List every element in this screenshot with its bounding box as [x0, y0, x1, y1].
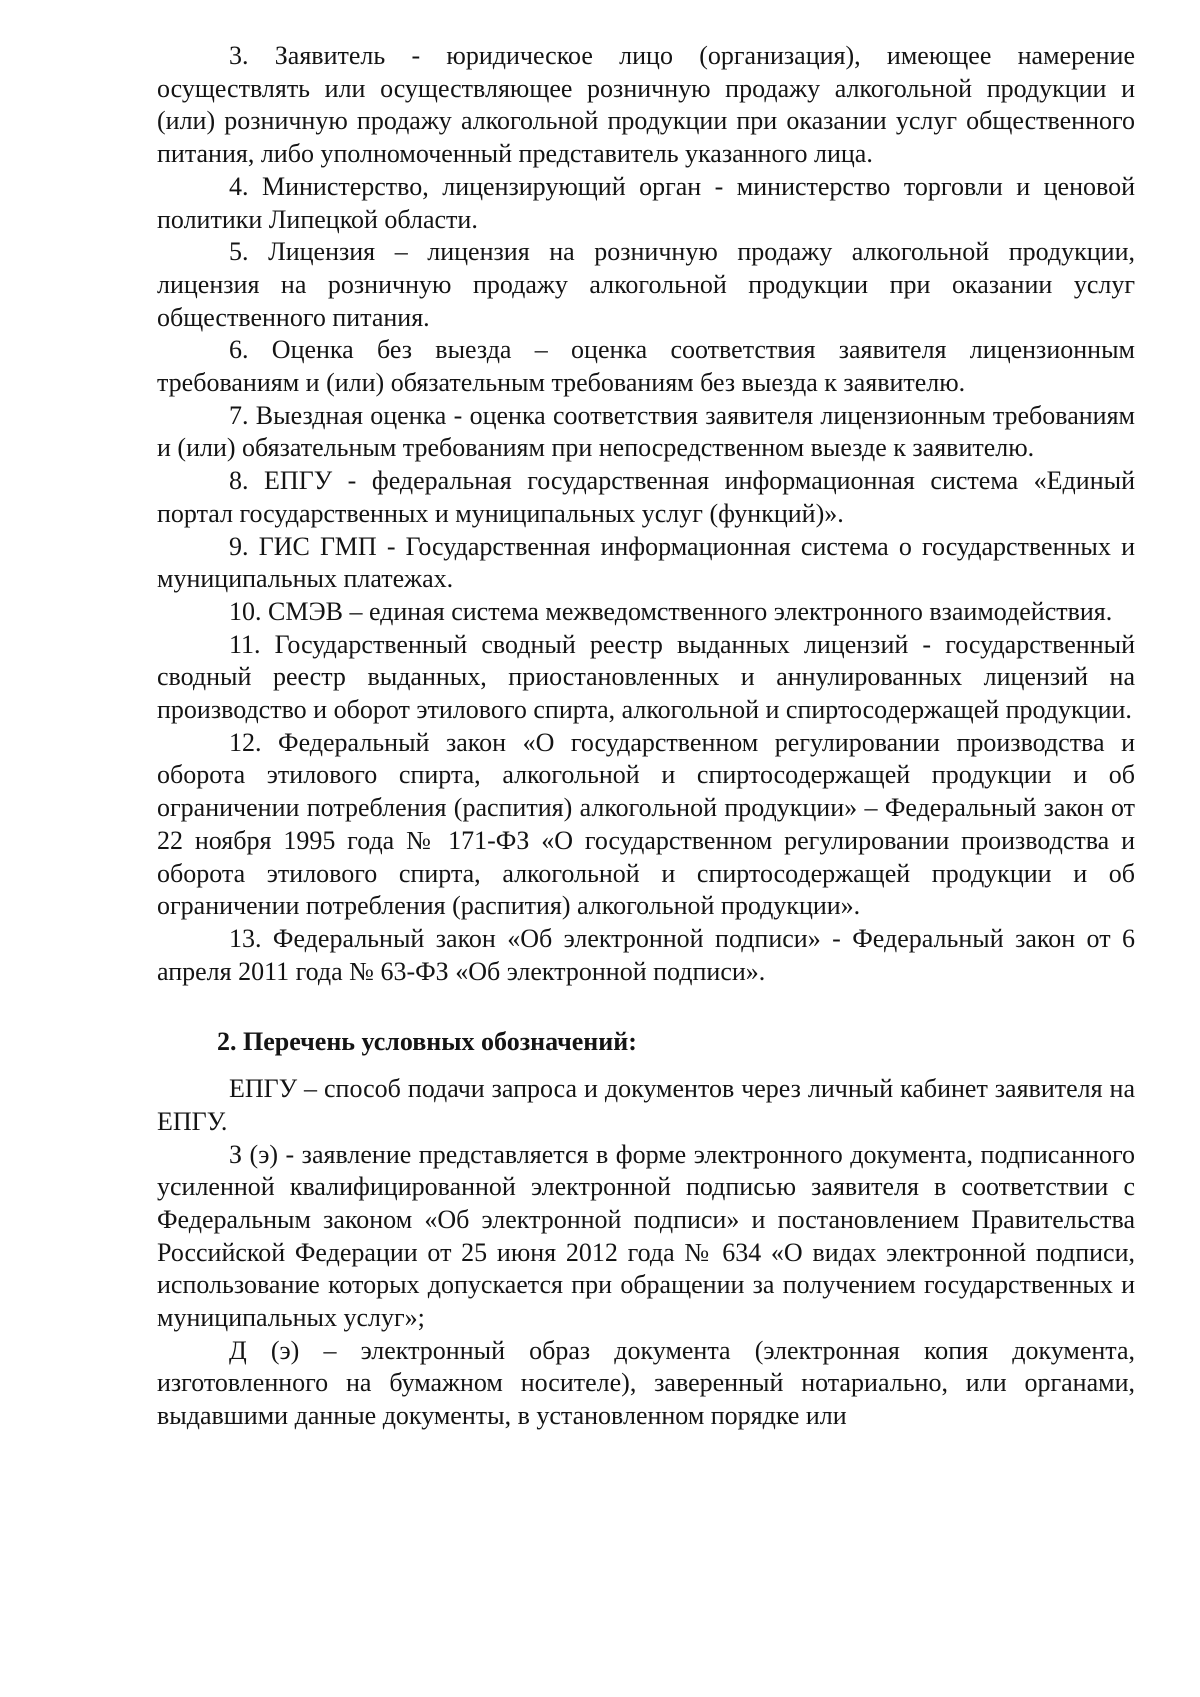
notation-epgu: ЕПГУ – способ подачи запроса и документов через личный кабинет заявителя на ЕПГУ.	[157, 1074, 1135, 1136]
definition-9: 9. ГИС ГМП - Государственная информационная система о государственных и муниципальных платежах.	[157, 531, 1135, 594]
definition-5: 5. Лицензия – лицензия на розничную продажу алкогольной продукции, лицензия на розничную продажу алкогольной продукции при оказании услуг общественного питания.	[157, 237, 1135, 332]
definition-13: 13. Федеральный закон «Об электронной подписи» - Федеральный закон от 6 апреля 2011 года № 63-ФЗ «Об электронной подписи».	[157, 923, 1135, 986]
section-heading: 2. Перечень условных обозначений:	[217, 1027, 637, 1057]
document-body	[157, 40, 1135, 1433]
notation-d-e: Д (э) – электронный образ документа (электронная копия документа, изготовленного на бумажном носителе), заверенный нотариально, или органами, выдавшими данные документы, в установленном порядке или	[157, 1335, 1135, 1431]
notation-z-e: З (э) - заявление представляется в форме электронного документа, подписанного усиленной квалифицированной электронной подписью заявителя в соответствии с Федеральным законом «Об электронной подписи» и постановлением Правительства Российской Федерации от 25 июня 2012 года № 634 «О видах электронной подписи, использование которых допускается при обращении за получением государственных и муниципальных услуг»;	[157, 1139, 1135, 1333]
definition-8: 8. ЕПГУ - федеральная государственная информационная система «Единый портал государственных и муниципальных услуг (функций)».	[157, 466, 1135, 528]
definition-6: 6. Оценка без выезда – оценка соответствия заявителя лицензионным требованиям и (или) обязательным требованиям без выезда к заявителю.	[157, 335, 1135, 398]
definition-7: 7. Выездная оценка - оценка соответствия заявителя лицензионным требованиям и (или) обязательным требованиям при непосредственном выезде к заявителю.	[157, 400, 1135, 463]
definition-12: 12. Федеральный закон «О государственном регулировании производства и оборота этилового спирта, алкогольной и спиртосодержащей продукции и об ограничении потребления (распития) алкогольной продукции» – Федеральный закон от 22 ноября 1995 года № 171-ФЗ «О государственном регулировании производства и оборота этилового спирта, алкогольной и спиртосодержащей продукции и об ограничении потребления (распития) алкогольной продукции».	[157, 727, 1135, 921]
definition-3: 3. Заявитель - юридическое лицо (организация), имеющее намерение осуществлять или осуществляющее розничную продажу алкогольной продукции и (или) розничную продажу алкогольной продукции при оказании услуг общественного питания, либо уполномоченный представитель указанного лица.	[157, 41, 1135, 169]
definition-4: 4. Министерство, лицензирующий орган - министерство торговли и ценовой политики Липецкой области.	[157, 171, 1135, 234]
definition-10: 10. СМЭВ – единая система межведомственного электронного взаимодействия.	[229, 596, 1113, 626]
definition-11: 11. Государственный сводный реестр выданных лицензий - государственный сводный реестр выданных, приостановленных и аннулированных лицензий на производство и оборот этилового спирта, алкогольной и спиртосодержащей продукции.	[157, 629, 1135, 725]
